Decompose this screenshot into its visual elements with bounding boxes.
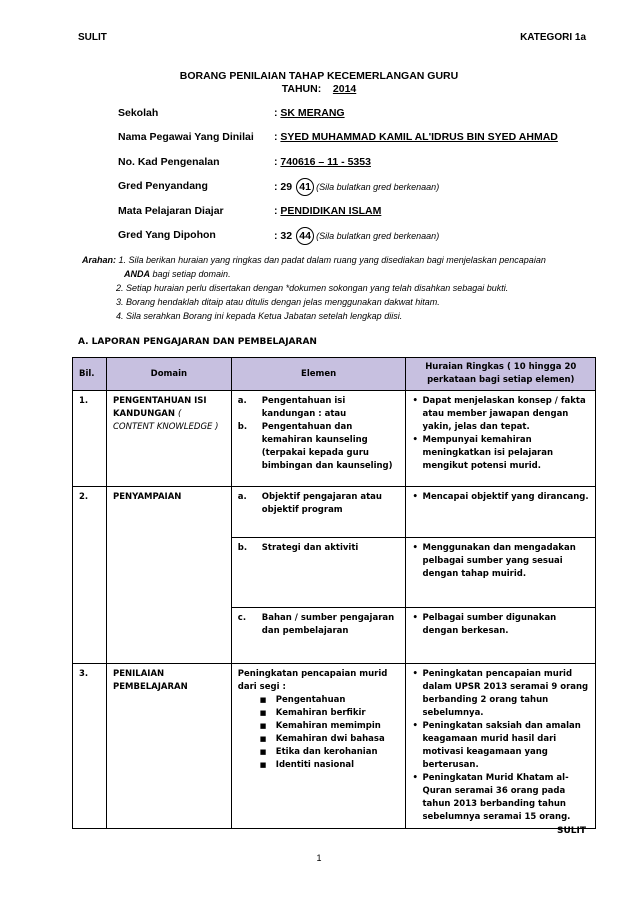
- square-bullet-icon: ■: [259, 735, 267, 743]
- huraian-cell: [406, 608, 596, 664]
- square-bullet-icon: ■: [259, 748, 267, 756]
- elemen-text: Bahan / sumber pengajaran dan pembelajaran: [261, 613, 395, 636]
- huraian-text: Peningkatan pencapaian murid dalam UPSR 2013 seramai 9 orang berbanding 2 orang tahun sebelumnya.: [422, 669, 589, 718]
- page-number: 1: [316, 853, 322, 863]
- section-heading: A. LAPORAN PENGAJARAN DAN PEMBELAJARAN: [78, 337, 317, 347]
- sub-item: Etika dan kerohanian: [275, 747, 378, 757]
- instructions-label: Arahan:: [82, 255, 117, 265]
- instruction-item: 4. Sila serahkan Borang ini kepada Ketua Jabatan setelah lengkap diisi.: [116, 311, 403, 321]
- bullet-icon: •: [412, 543, 418, 553]
- col-header-elemen: Elemen: [231, 358, 406, 391]
- item-marker: b.: [237, 422, 248, 432]
- square-bullet-icon: ■: [259, 709, 267, 717]
- grade-note: (Sila bulatkan gred berkenaan): [316, 182, 440, 192]
- huraian-cell: [406, 664, 596, 829]
- sub-item: Identiti nasional: [275, 760, 355, 770]
- item-marker: a.: [237, 396, 247, 406]
- col-header-huraian: Huraian Ringkas ( 10 hingga 20 perkataan bagi setiap elemen): [406, 358, 596, 391]
- bullet-icon: •: [412, 669, 418, 679]
- elemen-text: Pengentahuan dan kemahiran kaunseling (terpakai kepada guru bimbingan dan kaunseling): [261, 422, 393, 471]
- bullet-icon: •: [412, 492, 418, 502]
- info-value: PENDIDIKAN ISLAM: [280, 205, 382, 217]
- table-header-row: [73, 358, 596, 391]
- sub-item: Pengentahuan: [275, 695, 346, 705]
- bullet-icon: •: [412, 435, 418, 445]
- grade-note: (Sila bulatkan gred berkenaan): [316, 231, 440, 241]
- huraian-text: Peningkatan Murid Khatam al-Quran seramai 36 orang pada tahun 2013 berbanding tahun sebelumnya seramai 15 orang.: [422, 773, 571, 822]
- item-marker: c.: [237, 613, 247, 623]
- table-row: [73, 664, 596, 829]
- square-bullet-icon: ■: [259, 696, 267, 704]
- sub-item: Kemahiran memimpin: [275, 721, 381, 731]
- circled-grade: 41: [296, 178, 314, 196]
- instruction-item: 2. Setiap huraian perlu disertakan dengan *dokumen sokongan yang telah disahkan sebagai bukti.: [116, 283, 509, 293]
- square-bullet-icon: ■: [259, 761, 267, 769]
- bullet-icon: •: [412, 613, 418, 623]
- info-label: Gred Penyandang: [118, 180, 208, 192]
- instructions: [82, 253, 602, 323]
- year-value: 2014: [332, 83, 357, 95]
- huraian-cell: [406, 538, 596, 608]
- item-marker: a.: [237, 492, 247, 502]
- table-row: [73, 391, 596, 487]
- col-header-domain: Domain: [106, 358, 231, 391]
- info-label: Sekolah: [118, 107, 159, 119]
- domain-cell: PENYAMPAIAN: [106, 487, 231, 664]
- huraian-text: Dapat menjelaskan konsep / fakta atau member jawapan dengan yakin, jelas dan tepat.: [422, 396, 586, 432]
- elemen-text: Strategi dan aktiviti: [261, 543, 359, 553]
- info-value: 740616 – 11 - 5353: [280, 156, 371, 168]
- form-title: BORANG PENILAIAN TAHAP KECEMERLANGAN GURU: [179, 70, 459, 82]
- form-year: [0, 83, 638, 95]
- row-number: 3.: [73, 664, 107, 829]
- info-value: SYED MUHAMMAD KAMIL AL'IDRUS BIN SYED AHMAD: [280, 131, 558, 143]
- sub-item: Kemahiran dwi bahasa: [275, 734, 385, 744]
- col-header-bil: Bil.: [73, 358, 107, 391]
- evaluation-table: [72, 357, 596, 829]
- elemen-cell: [231, 664, 406, 829]
- elemen-cell: [231, 608, 406, 664]
- huraian-cell: [406, 391, 596, 487]
- circled-grade: 44: [296, 227, 314, 245]
- info-label: Nama Pegawai Yang Dinilai: [118, 131, 254, 143]
- bullet-icon: •: [412, 396, 418, 406]
- huraian-text: Mempunyai kemahiran meningkatkan isi pelajaran mengikut potensi murid.: [422, 435, 554, 471]
- elemen-cell: [231, 391, 406, 487]
- huraian-text: Peningkatan saksiah dan amalan keagamaan murid hasil dari motivasi keagamaan yang berterusan.: [422, 721, 581, 770]
- footer-sulit: SULIT: [556, 826, 586, 836]
- instruction-item: 3. Borang hendaklah ditaip atau ditulis dengan jelas menggunakan dakwat hitam.: [116, 297, 440, 307]
- elemen-text: Pengentahuan isi kandungan : atau: [261, 396, 347, 419]
- huraian-text: Pelbagai sumber digunakan dengan berkesan.: [422, 613, 557, 636]
- header-left: SULIT: [78, 32, 107, 43]
- domain-note: ( CONTENT KNOWLEDGE ): [112, 409, 219, 432]
- bullet-icon: •: [412, 773, 418, 783]
- huraian-cell: [406, 487, 596, 538]
- square-bullet-icon: ■: [259, 722, 267, 730]
- bullet-icon: •: [412, 721, 418, 731]
- info-label: Mata Pelajaran Diajar: [118, 205, 224, 217]
- info-label: No. Kad Pengenalan: [118, 156, 220, 168]
- year-label: TAHUN:: [281, 83, 322, 95]
- instruction-item: 1. Sila berikan huraian yang ringkas dan padat dalam ruang yang disediakan bagi menjelaskan pencapaian: [118, 255, 546, 265]
- sub-item: Kemahiran berfikir: [275, 708, 366, 718]
- domain-cell: [106, 391, 231, 487]
- instruction-emphasis: ANDA: [124, 269, 150, 279]
- huraian-text: Mencapai objektif yang dirancang.: [422, 492, 589, 502]
- grade-option: 29: [280, 181, 293, 193]
- domain-text: PENGENTAHUAN ISI KANDUNGAN: [112, 396, 207, 419]
- row-number: 1.: [73, 391, 107, 487]
- elemen-cell: [231, 487, 406, 538]
- info-value: SK MERANG: [280, 107, 345, 119]
- item-marker: b.: [237, 543, 248, 553]
- info-label: Gred Yang Dipohon: [118, 229, 216, 241]
- domain-cell: PENILAIAN PEMBELAJARAN: [106, 664, 231, 829]
- elemen-cell: [231, 538, 406, 608]
- elemen-text: Objektif pengajaran atau objektif program: [261, 492, 382, 515]
- table-row: [73, 487, 596, 538]
- instruction-item: bagi setiap domain.: [152, 269, 231, 279]
- row-number: 2.: [73, 487, 107, 664]
- elemen-text: Peningkatan pencapaian murid dari segi :: [237, 669, 388, 692]
- grade-option: 32: [280, 230, 293, 242]
- header-right: KATEGORI 1a: [520, 32, 586, 43]
- huraian-text: Menggunakan dan mengadakan pelbagai sumber yang sesuai dengan tahap muirid.: [422, 543, 576, 579]
